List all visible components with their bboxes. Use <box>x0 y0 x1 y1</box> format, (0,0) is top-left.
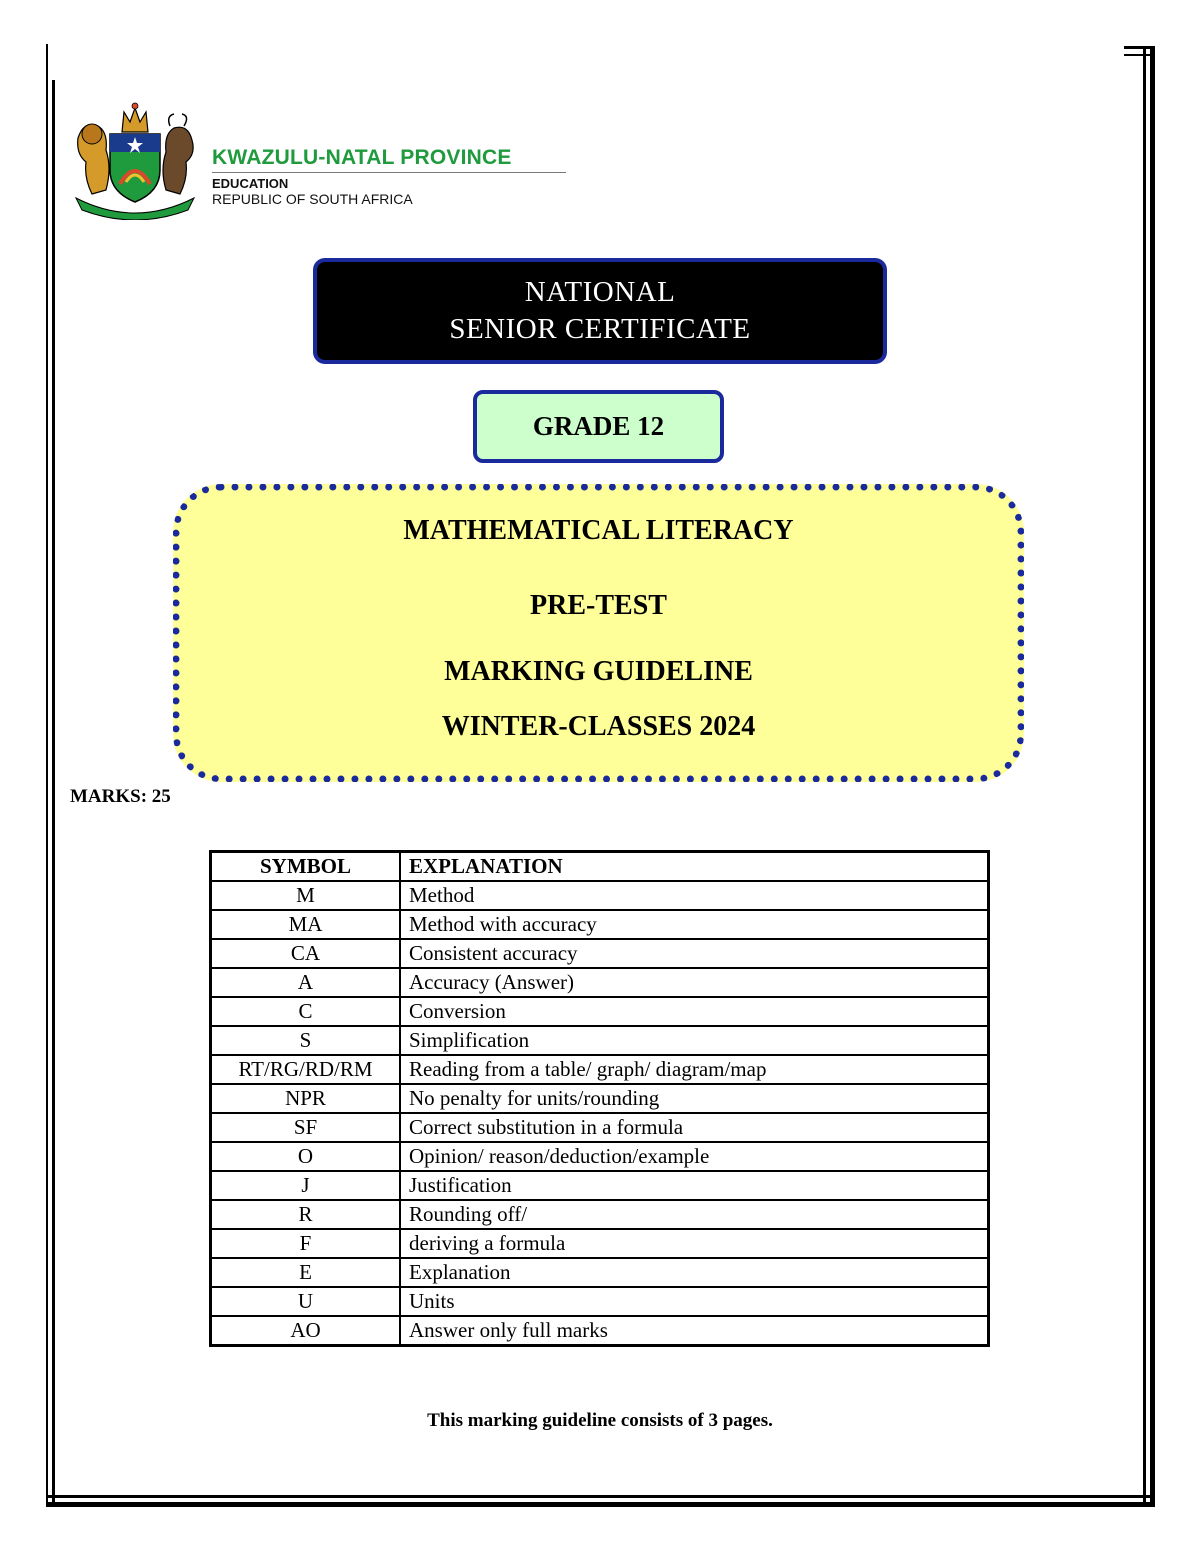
symbol-cell: S <box>211 1026 401 1055</box>
explanation-cell: No penalty for units/rounding <box>400 1084 989 1113</box>
coat-of-arms-logo <box>70 98 200 220</box>
symbols-table <box>209 850 990 1347</box>
symbol-cell: AO <box>211 1316 401 1346</box>
table-row <box>211 968 989 997</box>
certificate-title-box <box>313 258 887 364</box>
explanation-cell: Opinion/ reason/deduction/example <box>400 1142 989 1171</box>
table-row <box>211 910 989 939</box>
explanation-cell: Method <box>400 881 989 910</box>
page-count-note: This marking guideline consists of 3 pages. <box>427 1410 773 1431</box>
header-symbol: SYMBOL <box>211 852 401 882</box>
symbol-cell: CA <box>211 939 401 968</box>
table-row <box>211 1026 989 1055</box>
grade-box <box>473 390 724 463</box>
table-row <box>211 1258 989 1287</box>
session-title: WINTER-CLASSES 2024 <box>441 711 756 742</box>
table-row <box>211 939 989 968</box>
explanation-cell: Rounding off/ <box>400 1200 989 1229</box>
symbol-cell: C <box>211 997 401 1026</box>
explanation-cell: Method with accuracy <box>400 910 989 939</box>
table-row <box>211 1113 989 1142</box>
symbol-cell: SF <box>211 1113 401 1142</box>
table-row <box>211 1316 989 1346</box>
explanation-cell: Correct substitution in a formula <box>400 1113 989 1142</box>
page-border-left-top <box>46 44 48 80</box>
page-border-bottom <box>46 1495 1155 1507</box>
grade-label: GRADE 12 <box>532 411 665 441</box>
symbol-cell: MA <box>211 910 401 939</box>
country-name: REPUBLIC OF SOUTH AFRICA <box>212 191 413 207</box>
document-type-title: MARKING GUIDELINE <box>444 656 753 687</box>
explanation-cell: Accuracy (Answer) <box>400 968 989 997</box>
explanation-cell: Explanation <box>400 1258 989 1287</box>
table-row <box>211 881 989 910</box>
explanation-cell: Answer only full marks <box>400 1316 989 1346</box>
table-row <box>211 1171 989 1200</box>
explanation-cell: Simplification <box>400 1026 989 1055</box>
certificate-title-line2: SENIOR CERTIFICATE <box>449 313 751 345</box>
certificate-title-line1: NATIONAL <box>524 276 676 308</box>
page-border-right <box>1143 46 1155 1506</box>
symbol-cell: NPR <box>211 1084 401 1113</box>
table-row <box>211 1229 989 1258</box>
symbol-cell: U <box>211 1287 401 1316</box>
symbol-cell: J <box>211 1171 401 1200</box>
symbol-cell: E <box>211 1258 401 1287</box>
page-border-left <box>46 80 55 1503</box>
explanation-cell: Conversion <box>400 997 989 1026</box>
table-row <box>211 1200 989 1229</box>
header-explanation: EXPLANATION <box>400 852 989 882</box>
explanation-cell: Units <box>400 1287 989 1316</box>
brand-divider <box>212 172 566 173</box>
table-header-row <box>211 852 989 882</box>
symbol-cell: A <box>211 968 401 997</box>
province-name: KWAZULU-NATAL PROVINCE <box>212 146 512 169</box>
explanation-cell: deriving a formula <box>400 1229 989 1258</box>
table-row <box>211 1142 989 1171</box>
symbol-cell: R <box>211 1200 401 1229</box>
symbol-cell: F <box>211 1229 401 1258</box>
table-row <box>211 997 989 1026</box>
symbol-cell: M <box>211 881 401 910</box>
department-name: EDUCATION <box>212 176 289 191</box>
subject-title: MATHEMATICAL LITERACY <box>403 515 794 546</box>
explanation-cell: Reading from a table/ graph/ diagram/map <box>400 1055 989 1084</box>
paper-title: PRE-TEST <box>530 590 667 621</box>
subject-box <box>173 484 1024 782</box>
total-marks: MARKS: 25 <box>70 786 171 807</box>
symbol-cell: RT/RG/RD/RM <box>211 1055 401 1084</box>
table-row <box>211 1084 989 1113</box>
symbol-cell: O <box>211 1142 401 1171</box>
explanation-cell: Consistent accuracy <box>400 939 989 968</box>
table-row <box>211 1287 989 1316</box>
department-branding <box>212 146 566 207</box>
table-row <box>211 1055 989 1084</box>
explanation-cell: Justification <box>400 1171 989 1200</box>
